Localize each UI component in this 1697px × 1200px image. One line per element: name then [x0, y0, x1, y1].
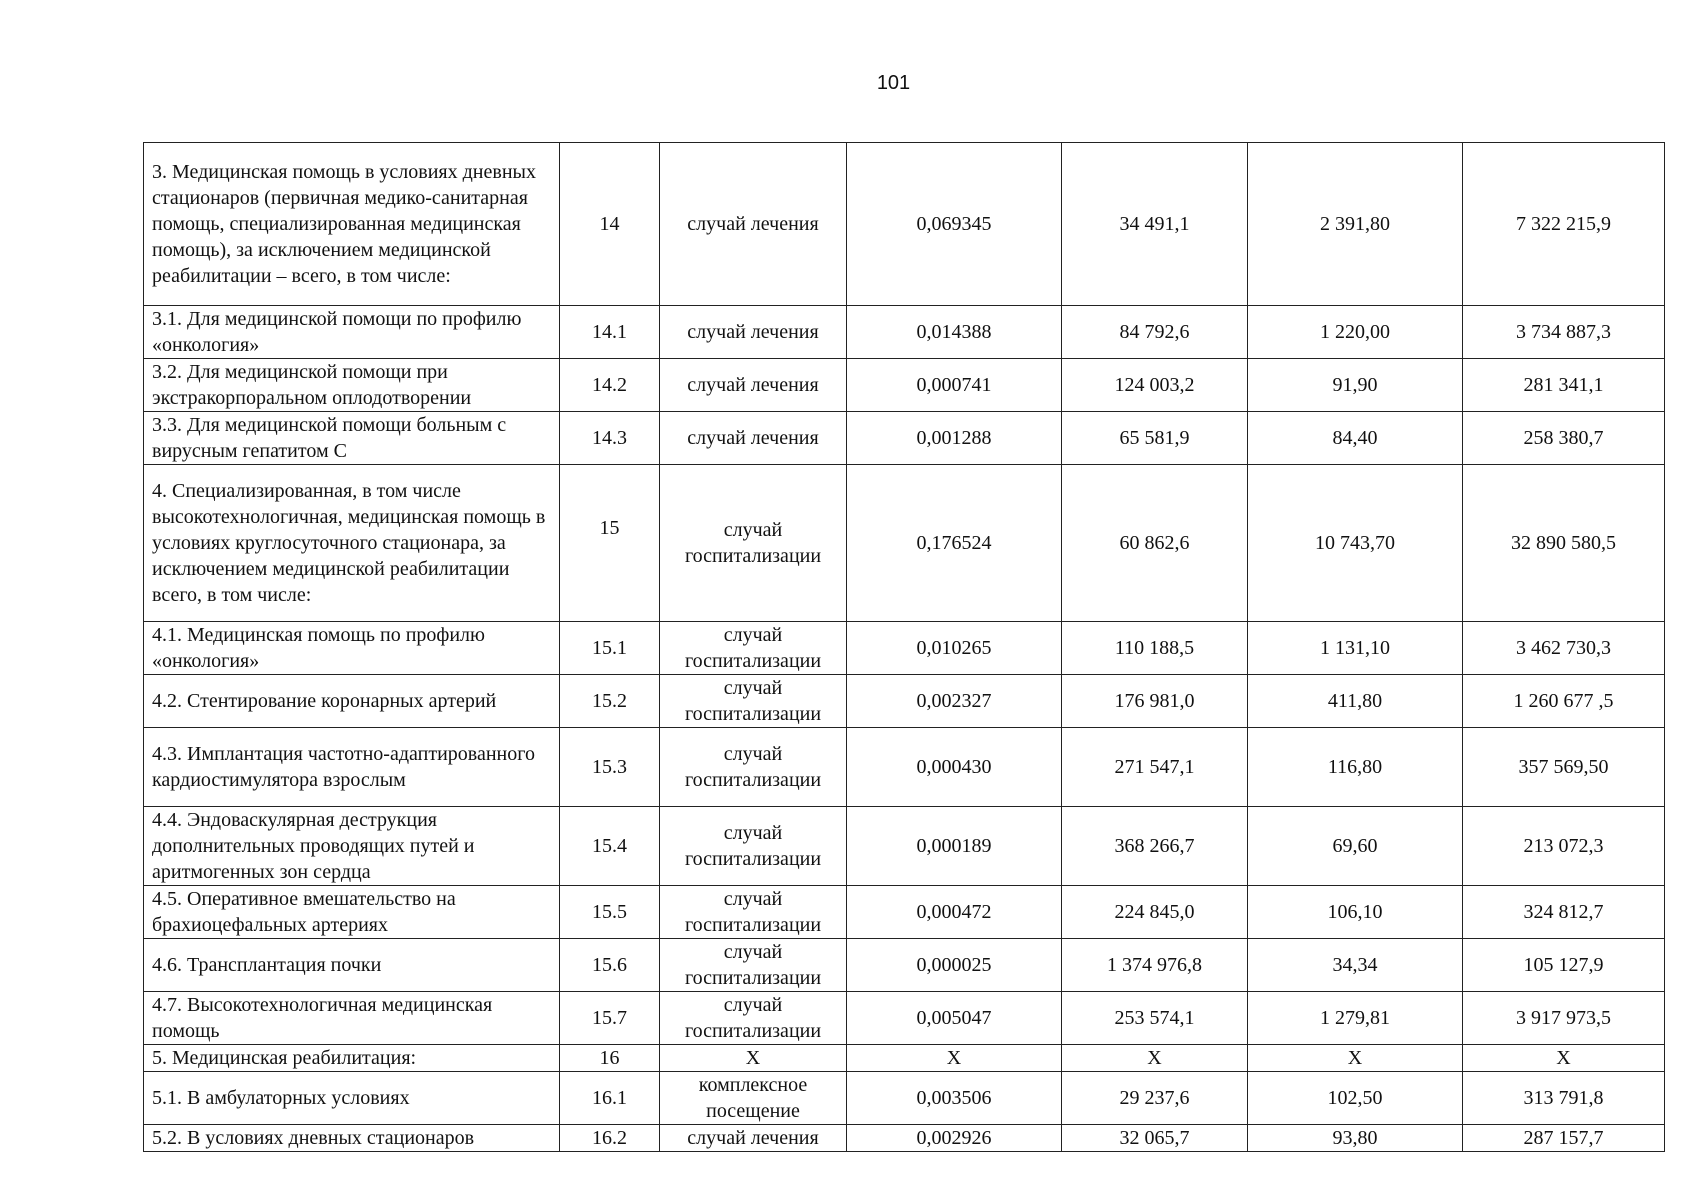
row-norm: 0,176524 [847, 465, 1062, 622]
table-row [144, 807, 1665, 886]
row-total: 258 380,7 [1463, 412, 1665, 465]
table-body [144, 143, 1665, 1152]
table-row [144, 1125, 1665, 1152]
row-cost: 29 237,6 [1062, 1072, 1248, 1125]
row-per-capita: 10 743,70 [1248, 465, 1463, 622]
row-description: 4.2. Стентирование коронарных артерий [144, 675, 560, 728]
row-code: 15.5 [560, 886, 660, 939]
row-per-capita: 93,80 [1248, 1125, 1463, 1152]
table-row [144, 886, 1665, 939]
table-row [144, 728, 1665, 807]
row-cost: 32 065,7 [1062, 1125, 1248, 1152]
row-total: 105 127,9 [1463, 939, 1665, 992]
row-unit: случай госпитализации [660, 807, 847, 886]
table-row [144, 412, 1665, 465]
row-code: 16.1 [560, 1072, 660, 1125]
row-unit: случай госпитализации [660, 992, 847, 1045]
row-code: 15.7 [560, 992, 660, 1045]
row-unit: случай госпитализации [660, 675, 847, 728]
row-per-capita: 69,60 [1248, 807, 1463, 886]
row-per-capita: 1 279,81 [1248, 992, 1463, 1045]
row-unit: случай госпитализации [660, 939, 847, 992]
row-per-capita: 411,80 [1248, 675, 1463, 728]
row-norm: 0,002327 [847, 675, 1062, 728]
row-total: 32 890 580,5 [1463, 465, 1665, 622]
row-unit: случай госпитализации [660, 728, 847, 807]
row-description: 4.1. Медицинская помощь по профилю «онкология» [144, 622, 560, 675]
row-total: 357 569,50 [1463, 728, 1665, 807]
row-norm: 0,000472 [847, 886, 1062, 939]
row-norm: 0,069345 [847, 143, 1062, 306]
row-total: Х [1463, 1045, 1665, 1072]
row-code: 15.2 [560, 675, 660, 728]
row-norm: 0,005047 [847, 992, 1062, 1045]
row-norm: 0,000189 [847, 807, 1062, 886]
row-cost: 1 374 976,8 [1062, 939, 1248, 992]
row-description: 4.5. Оперативное вмешательство на брахиоцефальных артериях [144, 886, 560, 939]
row-description: 5.2. В условиях дневных стационаров [144, 1125, 560, 1152]
row-per-capita: 34,34 [1248, 939, 1463, 992]
row-unit: комплексное посещение [660, 1072, 847, 1125]
row-total: 3 734 887,3 [1463, 306, 1665, 359]
row-description: 3.1. Для медицинской помощи по профилю «онкология» [144, 306, 560, 359]
row-norm: 0,000741 [847, 359, 1062, 412]
row-total: 3 462 730,3 [1463, 622, 1665, 675]
row-code: 14.3 [560, 412, 660, 465]
row-cost: 65 581,9 [1062, 412, 1248, 465]
row-description: 5. Медицинская реабилитация: [144, 1045, 560, 1072]
row-unit: случай госпитализации [660, 622, 847, 675]
row-per-capita: 116,80 [1248, 728, 1463, 807]
row-code: 14.2 [560, 359, 660, 412]
row-cost: 368 266,7 [1062, 807, 1248, 886]
table-row [144, 306, 1665, 359]
table-row [144, 675, 1665, 728]
row-per-capita: 102,50 [1248, 1072, 1463, 1125]
row-code: 15.4 [560, 807, 660, 886]
row-code: 15.6 [560, 939, 660, 992]
row-code: 14 [560, 143, 660, 306]
row-cost: 124 003,2 [1062, 359, 1248, 412]
row-per-capita: 84,40 [1248, 412, 1463, 465]
row-cost: 110 188,5 [1062, 622, 1248, 675]
row-code: 14.1 [560, 306, 660, 359]
row-cost: 224 845,0 [1062, 886, 1248, 939]
row-norm: Х [847, 1045, 1062, 1072]
row-description: 4.4. Эндоваскулярная деструкция дополнительных проводящих путей и аритмогенных зон сердца [144, 807, 560, 886]
table-row [144, 143, 1665, 306]
row-unit: случай лечения [660, 412, 847, 465]
row-norm: 0,003506 [847, 1072, 1062, 1125]
table-row [144, 1045, 1665, 1072]
row-unit: Х [660, 1045, 847, 1072]
row-unit: случай госпитализации [660, 465, 847, 622]
row-code: 15.3 [560, 728, 660, 807]
table-row [144, 992, 1665, 1045]
row-unit: случай лечения [660, 143, 847, 306]
row-unit: случай лечения [660, 306, 847, 359]
row-total: 313 791,8 [1463, 1072, 1665, 1125]
row-description: 4.7. Высокотехнологичная медицинская помощь [144, 992, 560, 1045]
row-per-capita: 106,10 [1248, 886, 1463, 939]
tariff-table [143, 142, 1665, 1152]
row-description: 3.3. Для медицинской помощи больным с вирусным гепатитом С [144, 412, 560, 465]
row-description: 3. Медицинская помощь в условиях дневных стационаров (первичная медико-санитарная помощь, специализированная медицинская помощь), за исключением медицинской реабилитации – всего, в том числе: [144, 143, 560, 306]
row-cost: 60 862,6 [1062, 465, 1248, 622]
table-row [144, 359, 1665, 412]
table-row [144, 622, 1665, 675]
row-cost: 34 491,1 [1062, 143, 1248, 306]
row-cost: 176 981,0 [1062, 675, 1248, 728]
row-norm: 0,001288 [847, 412, 1062, 465]
row-cost: 271 547,1 [1062, 728, 1248, 807]
row-per-capita: 91,90 [1248, 359, 1463, 412]
table-row [144, 939, 1665, 992]
row-total: 1 260 677 ,5 [1463, 675, 1665, 728]
row-total: 3 917 973,5 [1463, 992, 1665, 1045]
row-description: 4. Специализированная, в том числе высокотехнологичная, медицинская помощь в условиях круглосуточного стационара, за исключением медицинской реабилитации всего, в том числе: [144, 465, 560, 622]
row-per-capita: 1 220,00 [1248, 306, 1463, 359]
row-description: 3.2. Для медицинской помощи при экстракорпоральном оплодотворении [144, 359, 560, 412]
row-cost: 84 792,6 [1062, 306, 1248, 359]
row-total: 213 072,3 [1463, 807, 1665, 886]
row-total: 7 322 215,9 [1463, 143, 1665, 306]
row-code: 16 [560, 1045, 660, 1072]
row-description: 5.1. В амбулаторных условиях [144, 1072, 560, 1125]
row-norm: 0,014388 [847, 306, 1062, 359]
row-unit: случай лечения [660, 1125, 847, 1152]
row-per-capita: 1 131,10 [1248, 622, 1463, 675]
row-per-capita: 2 391,80 [1248, 143, 1463, 306]
row-unit: случай госпитализации [660, 886, 847, 939]
row-total: 324 812,7 [1463, 886, 1665, 939]
row-norm: 0,010265 [847, 622, 1062, 675]
row-per-capita: Х [1248, 1045, 1463, 1072]
row-total: 281 341,1 [1463, 359, 1665, 412]
row-total: 287 157,7 [1463, 1125, 1665, 1152]
row-unit: случай лечения [660, 359, 847, 412]
row-norm: 0,002926 [847, 1125, 1062, 1152]
row-cost: Х [1062, 1045, 1248, 1072]
row-code: 15 [560, 465, 660, 622]
row-description: 4.3. Имплантация частотно-адаптированного кардиостимулятора взрослым [144, 728, 560, 807]
row-norm: 0,000025 [847, 939, 1062, 992]
page-number: 101 [876, 72, 911, 94]
row-cost: 253 574,1 [1062, 992, 1248, 1045]
row-description: 4.6. Трансплантация почки [144, 939, 560, 992]
row-code: 16.2 [560, 1125, 660, 1152]
table-row [144, 1072, 1665, 1125]
row-norm: 0,000430 [847, 728, 1062, 807]
row-code: 15.1 [560, 622, 660, 675]
table-row [144, 465, 1665, 622]
